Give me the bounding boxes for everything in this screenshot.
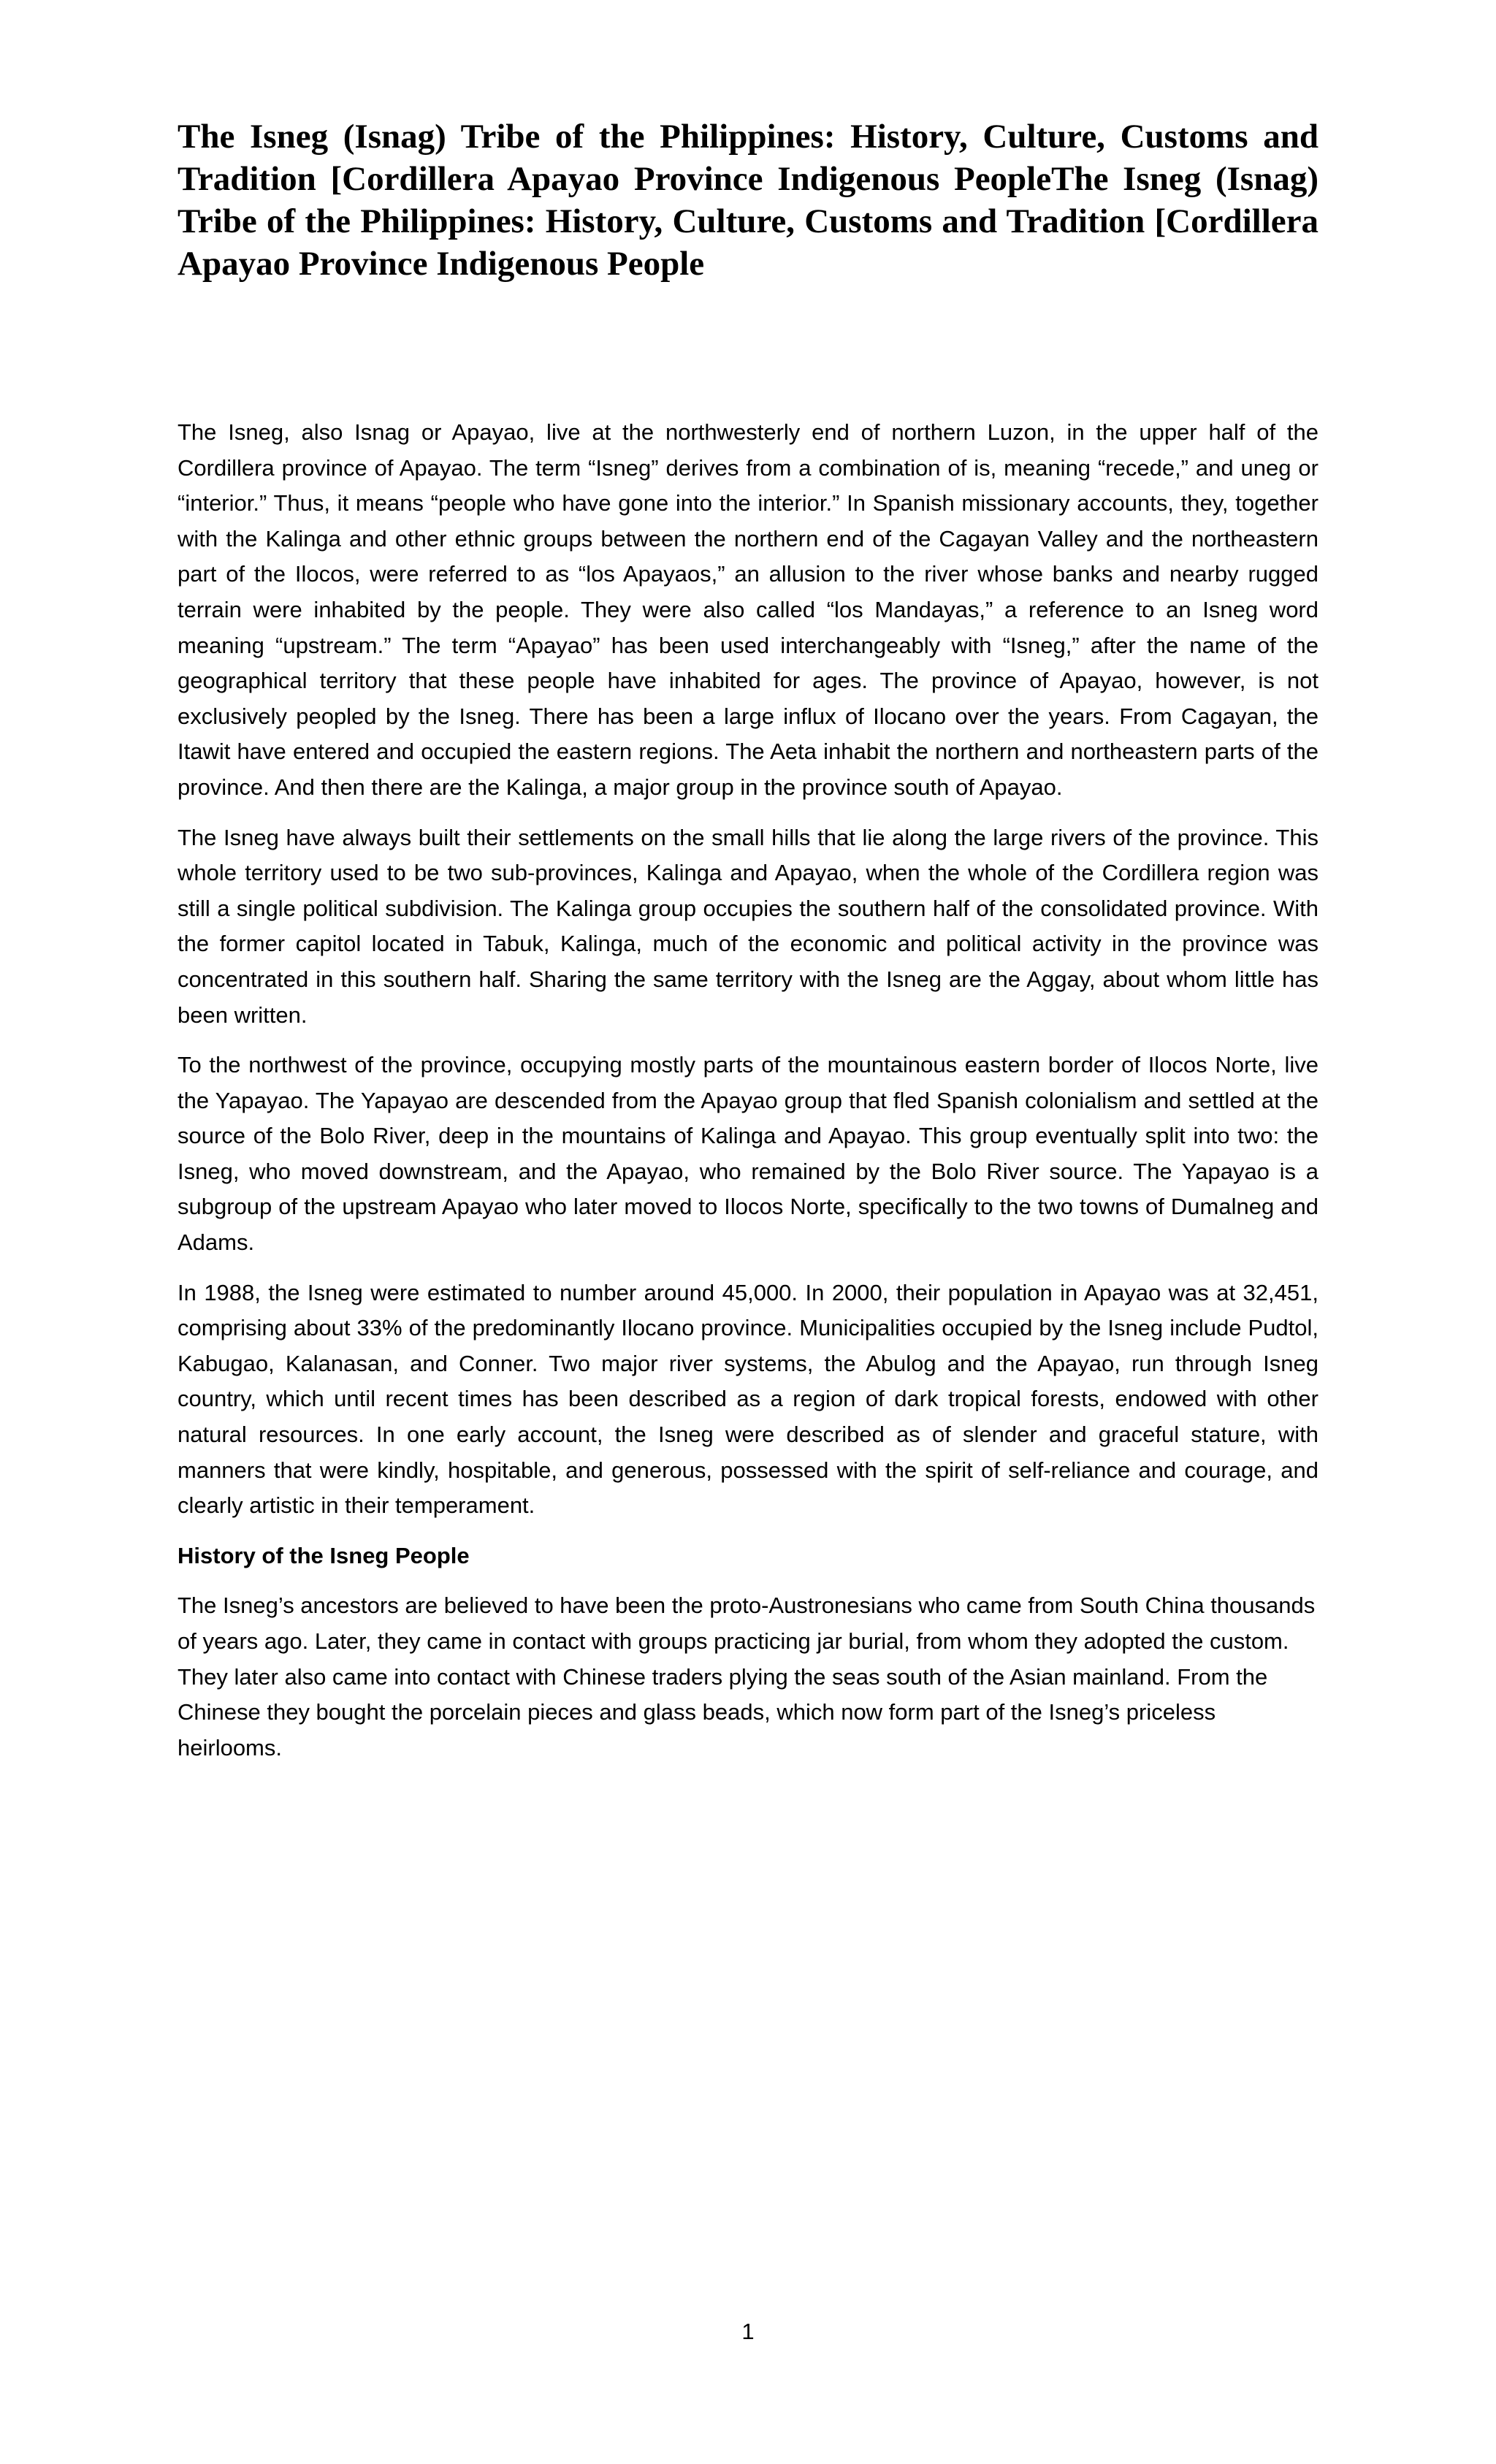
paragraph-yapayao: To the northwest of the province, occupying mostly parts of the mountainous eastern border of Ilocos Norte, live the Yapayao. The Yapayao are descended from the Apayao group that fled Spanish colonialism and settled at the source of the Bolo River, deep in the mountains of Kalinga and Apayao. This group eventually split into two: the Isneg, who moved downstream, and the Apayao, who remained by the Bolo River source. The Yapayao is a subgroup of the upstream Apayao who later moved to Ilocos Norte, specifically to the two towns of Dumalneg and Adams. — [178, 1052, 1318, 1256]
page-number: 1 — [741, 2319, 755, 2344]
section-heading-history: History of the Isneg People — [178, 1542, 470, 1568]
document-title: The Isneg (Isnag) Tribe of the Philippines: History, Culture, Customs and Tradition [Cordillera Apayao Province Indigenous PeopleThe Isneg (Isnag) Tribe of the Philippines: History, Culture, Customs and Tradition [Cordillera Apayao Province Indigenous People — [178, 118, 1318, 283]
paragraph-intro: The Isneg, also Isnag or Apayao, live at the northwesterly end of northern Luzon, in the upper half of the Cordillera province of Apayao. The term “Isneg” derives from a combination of is, meaning “recede,” and uneg or “interior.” Thus, it means “people who have gone into the interior.” In Spanish missionary accounts, they, together with the Kalinga and other ethnic groups between the northern end of the Cagayan Valley and the northeastern part of the Ilocos, were referred to as “los Apayaos,” an allusion to the river whose banks and nearby rugged terrain were inhabited by the people. They were also called “los Mandayas,” a reference to an Isneg word meaning “upstream.” The term “Apayao” has been used interchangeably with “Isneg,” after the name of the geographical territory that these people have inhabited for ages. The province of Apayao, however, is not exclusively peopled by the Isneg. There has been a large influx of Ilocano over the years. From Cagayan, the Itawit have entered and occupied the eastern regions. The Aeta inhabit the northern and northeastern parts of the province. And then there are the Kalinga, a major group in the province south of Apayao. — [178, 419, 1318, 800]
paragraph-population: In 1988, the Isneg were estimated to number around 45,000. In 2000, their population in Apayao was at 32,451, comprising about 33% of the predominantly Ilocano province. Municipalities occupied by the Isneg include Pudtol, Kabugao, Kalanasan, and Conner. Two major river systems, the Abulog and the Apayao, run through Isneg country, which until recent times has been described as a region of dark tropical forests, endowed with other natural resources. In one early account, the Isneg were described as of slender and graceful stature, with manners that were kindly, hospitable, and generous, possessed with the spirit of self-reliance and courage, and clearly artistic in their temperament. — [178, 1279, 1318, 1519]
paragraph-settlements: The Isneg have always built their settlements on the small hills that lie along the large rivers of the province. This whole territory used to be two sub-provinces, Kalinga and Apayao, when the whole of the Cordillera region was still a single political subdivision. The Kalinga group occupies the southern half of the consolidated province. With the former capitol located in Tabuk, Kalinga, much of the economic and political activity in the province was concentrated in this southern half. Sharing the same territory with the Isneg are the Aggay, about whom little has been written. — [178, 824, 1318, 1028]
document-body — [178, 415, 1318, 1780]
paragraph-history: The Isneg’s ancestors are believed to have been the proto-Austronesians who came from South China thousands of years ago. Later, they came in contact with groups practicing jar burial, from whom they adopted the custom. They later also came into contact with Chinese traders plying the seas south of the Asian mainland. From the Chinese they bought the porcelain pieces and glass beads, which now form part of the Isneg’s priceless heirlooms. — [178, 1593, 1316, 1761]
